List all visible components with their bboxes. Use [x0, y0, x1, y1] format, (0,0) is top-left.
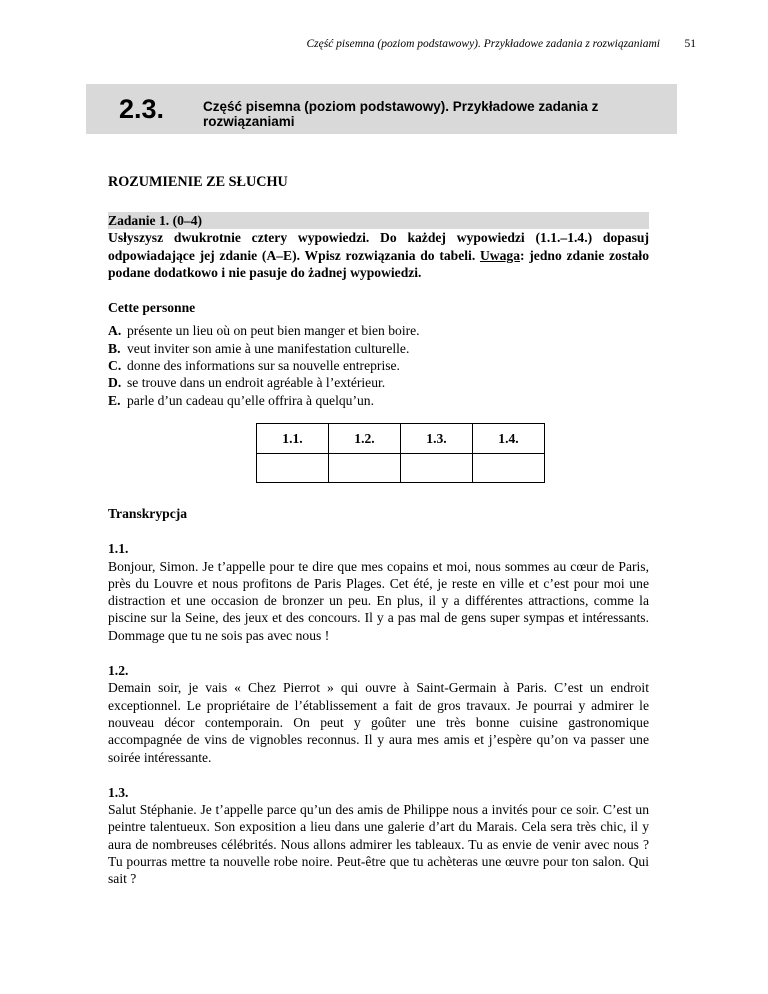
options-list	[108, 322, 649, 408]
transcript-label: 1.1.	[108, 541, 129, 557]
page-content	[108, 174, 649, 888]
answer-header-3: 1.3.	[401, 423, 473, 453]
instruction-start: Usłyszysz dwukrotnie cztery wypowiedzi. Do każdej wypowiedzi (1.1.–1.4.) dopasuj odpowiadające jej zdanie (A–E). Wpisz rozwiązania do tabeli.	[108, 230, 649, 263]
option-text: parle d’un cadeau qu’elle offrira à quelqu’un.	[127, 392, 374, 408]
option-item	[108, 392, 649, 409]
section-number: 2.3.	[119, 94, 165, 124]
option-letter: D.	[108, 375, 122, 391]
transcript-block	[108, 662, 649, 766]
main-heading: ROZUMIENIE ZE SŁUCHU	[108, 174, 288, 190]
transcript-text: Bonjour, Simon. Je t’appelle pour te dire que mes copains et moi, nous sommes au cœur de Paris, près du Louvre et nous profitons de Paris Plages. Cet été, je reste en ville et c’est pour moi une distraction et une occasion de bronzer un peu. En plus, il y a différentes attractions, comme la piscine sur la Seine, des jeux et des concours. Il y a pas mal de gens super sympas et intéressants. Dommage que tu ne sois pas avec nous !	[108, 558, 649, 643]
answer-header-2: 1.2.	[329, 423, 401, 453]
running-header	[0, 38, 768, 54]
answer-cell-2[interactable]	[329, 453, 401, 482]
transcript-block	[108, 784, 649, 888]
answer-header-1: 1.1.	[257, 423, 329, 453]
answer-cell-1[interactable]	[257, 453, 329, 482]
answer-cell-3[interactable]	[401, 453, 473, 482]
answer-cell-4[interactable]	[473, 453, 545, 482]
option-letter: B.	[108, 340, 121, 356]
running-title: Część pisemna (poziom podstawowy). Przykładowe zadania z rozwiązaniami	[306, 38, 660, 50]
section-title: Część pisemna (poziom podstawowy). Przykładowe zadania z rozwiązaniami	[203, 99, 599, 129]
page-number: 51	[684, 38, 696, 50]
instruction-end: : jedno zdanie zostało podane dodatkowo i nie pasuje do żadnej wypowiedzi.	[108, 247, 650, 280]
option-text: veut inviter son amie à une manifestation culturelle.	[127, 340, 410, 356]
option-item	[108, 340, 649, 357]
option-item	[108, 374, 649, 391]
options-intro: Cette personne	[108, 300, 196, 316]
transcript-text: Salut Stéphanie. Je t’appelle parce qu’un des amis de Philippe nous a invités pour ce soir. C’est un peintre talentueux. Son exposition a lieu dans une galerie d’art du Marais. Cela sera très chic, il y aura de nombreuses célébrités. Nous allons admirer les tableaux. Tu as envie de venir avec nous ? Tu pourras mettre ta nouvelle robe noire. Peut-être que tu achèteras une œuvre pour ton salon. Qui sait ?	[108, 802, 649, 887]
option-letter: A.	[108, 323, 122, 339]
option-text: se trouve dans un endroit agréable à l’extérieur.	[127, 375, 386, 391]
answer-header-4: 1.4.	[473, 423, 545, 453]
task-instruction	[108, 229, 649, 281]
transcript-block	[108, 540, 649, 644]
option-item	[108, 357, 649, 374]
option-letter: C.	[108, 358, 122, 374]
transcript-label: 1.3.	[108, 784, 129, 800]
task-title: Zadanie 1. (0–4)	[108, 212, 649, 229]
transcription-heading: Transkrypcja	[108, 505, 188, 521]
option-item	[108, 322, 649, 339]
transcript-label: 1.2.	[108, 663, 129, 679]
answer-table	[256, 423, 545, 483]
note-word: Uwaga	[479, 247, 520, 263]
section-banner	[86, 84, 677, 134]
option-letter: E.	[108, 392, 121, 408]
option-text: donne des informations sur sa nouvelle entreprise.	[127, 358, 400, 374]
option-text: présente un lieu où on peut bien manger et bien boire.	[127, 323, 420, 339]
transcript-text: Demain soir, je vais « Chez Pierrot » qui ouvre à Saint-Germain à Paris. C’est un endroit exceptionnel. Le propriétaire de l’établissement a fait de gros travaux. Je pourrai y admirer le nouveau décor contemporain. On peut y goûter une très bonne cuisine gastronomique accompagnée de vins de vignobles reconnus. Il y aura mes amis et j’espère qu’on va passer une soirée intéressante.	[108, 680, 649, 765]
